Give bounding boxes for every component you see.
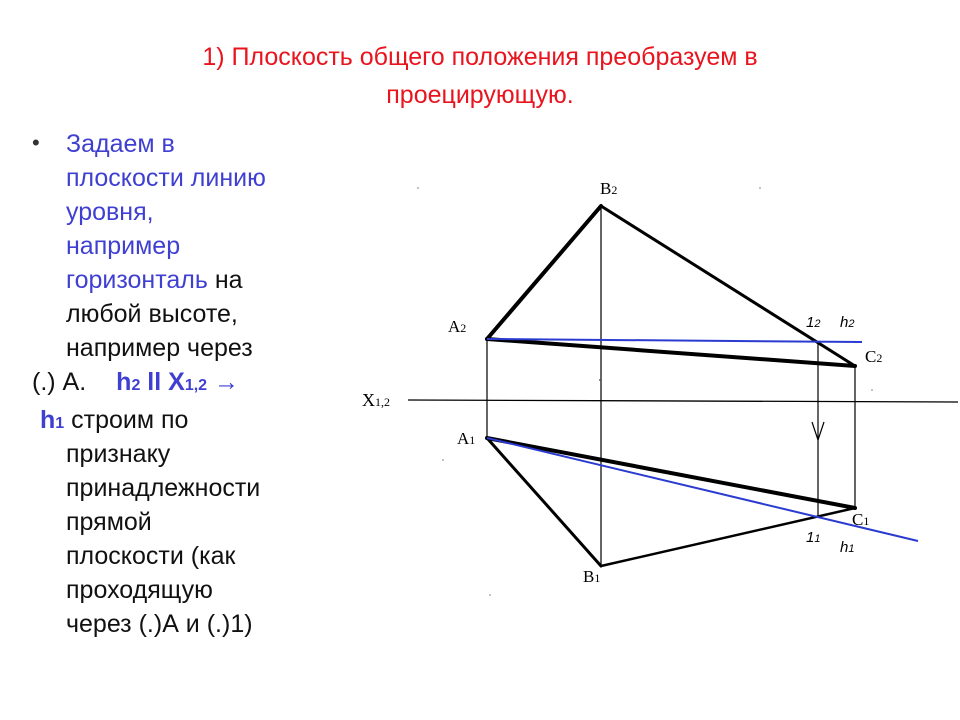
title-line-1: 1) Плоскость общего положения преобразуем в: [202, 43, 758, 71]
text-line: плоскости (как: [66, 542, 236, 570]
text-line: Задаем в: [66, 130, 175, 158]
text-line: плоскости линию: [66, 164, 266, 192]
subscript: 1,2: [184, 377, 208, 394]
text-line: прямой: [66, 508, 152, 536]
text-fragment: h: [40, 406, 56, 434]
label-x12: X1,2: [362, 390, 390, 410]
text-fragment: горизонталь: [66, 266, 208, 294]
edge-a1-c1: [487, 438, 855, 508]
text-line: через (.)А и (.)1): [66, 610, 253, 638]
arrow-icon: →: [207, 368, 240, 396]
label-c2: C2: [865, 347, 883, 366]
label-b1: B1: [583, 567, 601, 586]
text-fragment: строим по: [64, 406, 189, 434]
text-line: любой высоте,: [66, 300, 238, 328]
label-a2: A2: [448, 317, 467, 336]
text-fragment: (.) А.: [32, 368, 87, 396]
text-fragment: ll X: [140, 368, 185, 396]
label-point-1-1: 11: [806, 529, 821, 546]
label-a1: A1: [457, 429, 476, 448]
bullet-icon: •: [32, 130, 40, 155]
text-fragment: на: [207, 266, 243, 294]
label-h1: h1: [840, 539, 855, 556]
subscript: 2: [131, 377, 141, 394]
subscript: 1: [55, 415, 65, 432]
axis-x12: [408, 400, 958, 402]
label-point-1-2: 12: [806, 314, 821, 331]
text-fragment: h: [116, 368, 132, 396]
label-h2: h2: [840, 314, 855, 331]
title-line-2: проецирующую.: [386, 81, 574, 109]
text-line: признаку: [66, 440, 171, 468]
edge-a2-b2: [487, 206, 601, 339]
text-line: например: [66, 232, 181, 260]
text-line: уровня,: [66, 198, 154, 226]
label-c1: C1: [852, 510, 870, 529]
label-b2: B2: [600, 179, 618, 198]
text-line: например через: [66, 334, 253, 362]
text-line: проходящую: [66, 576, 213, 604]
text-line: принадлежности: [66, 474, 261, 502]
edge-a2-c2: [487, 339, 855, 366]
